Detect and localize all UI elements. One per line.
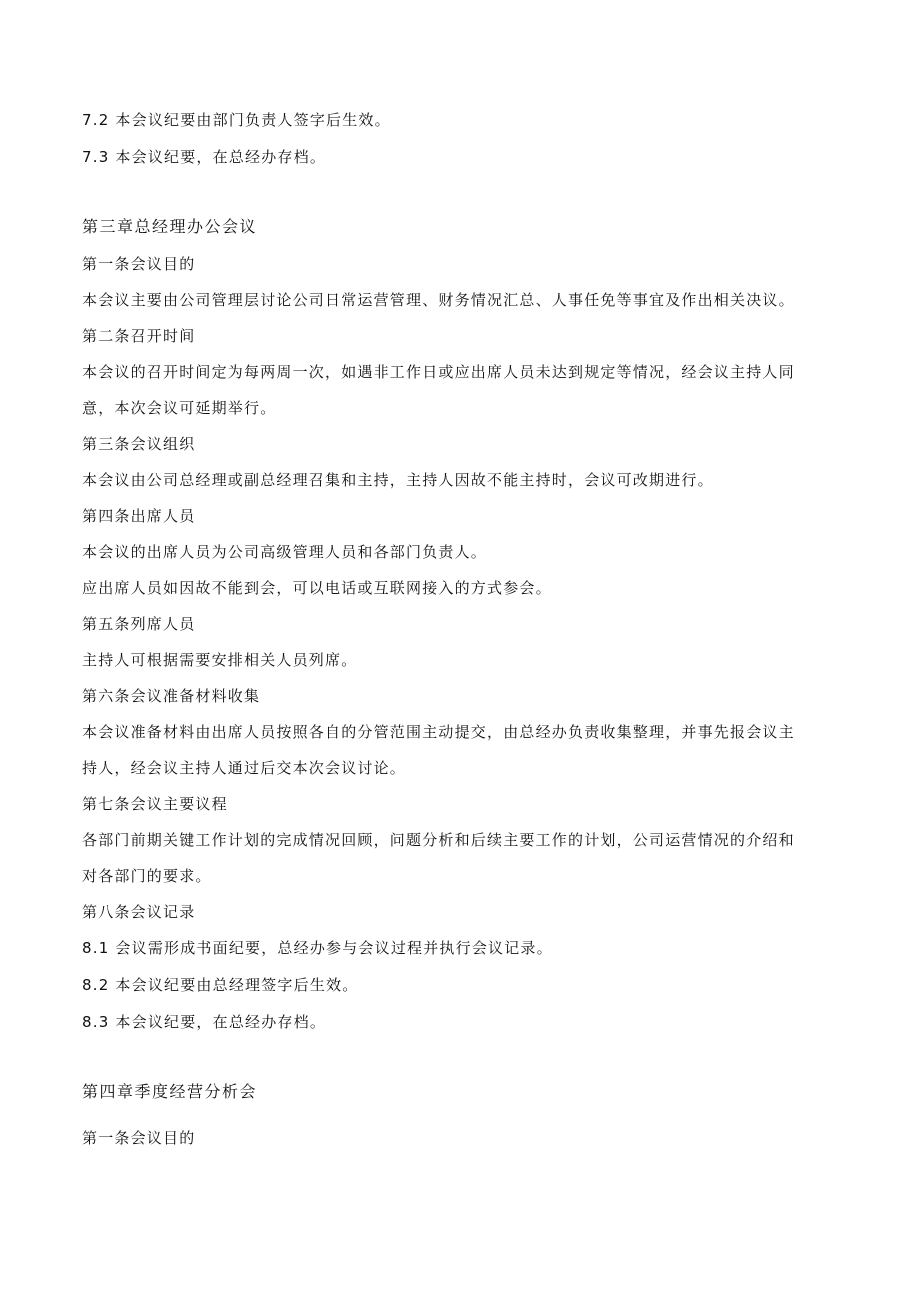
article-5-text: 主持人可根据需要安排相关人员列席。 — [82, 651, 358, 669]
article-2-heading: 第二条召开时间 — [82, 327, 196, 345]
chapter-4-article-1-heading: 第一条会议目的 — [82, 1129, 196, 1147]
article-5-heading: 第五条列席人员 — [82, 615, 196, 633]
article-8-heading: 第八条会议记录 — [82, 903, 196, 921]
chapter-3-heading: 第三章总经理办公会议 — [82, 217, 258, 236]
clause-7-2: 7.2 本会议纪要由部门负责人签字后生效。 — [82, 111, 391, 129]
article-4-heading: 第四条出席人员 — [82, 507, 196, 525]
article-2-text-line-2: 意，本次会议可延期举行。 — [82, 399, 277, 417]
article-4-text-line-1: 本会议的出席人员为公司高级管理人员和各部门负责人。 — [82, 543, 488, 561]
clause-8-3: 8.3 本会议纪要，在总经办存档。 — [82, 1013, 327, 1031]
article-1-text: 本会议主要由公司管理层讨论公司日常运营管理、财务情况汇总、人事任免等事宜及作出相关决议。 — [82, 291, 795, 309]
article-7-text-line-1: 各部门前期关键工作计划的完成情况回顾，问题分析和后续主要工作的计划，公司运营情况的介绍和 — [82, 831, 795, 849]
chapter-4-heading: 第四章季度经营分析会 — [82, 1082, 258, 1101]
article-7-text-line-2: 对各部门的要求。 — [82, 867, 212, 885]
article-6-heading: 第六条会议准备材料收集 — [82, 687, 261, 705]
article-6-text-line-1: 本会议准备材料由出席人员按照各自的分管范围主动提交，由总经办负责收集整理，并事先报会议主 — [82, 723, 795, 741]
article-2-text-line-1: 本会议的召开时间定为每两周一次，如遇非工作日或应出席人员未达到规定等情况，经会议主持人同 — [82, 363, 795, 381]
clause-8-2: 8.2 本会议纪要由总经理签字后生效。 — [82, 976, 359, 994]
article-1-heading: 第一条会议目的 — [82, 255, 196, 273]
clause-8-1: 8.1 会议需形成书面纪要，总经办参与会议过程并执行会议记录。 — [82, 939, 553, 957]
article-3-heading: 第三条会议组织 — [82, 435, 196, 453]
clause-7-3: 7.3 本会议纪要，在总经办存档。 — [82, 148, 327, 166]
article-7-heading: 第七条会议主要议程 — [82, 795, 228, 813]
article-6-text-line-2: 持人，经会议主持人通过后交本次会议讨论。 — [82, 759, 407, 777]
article-3-text: 本会议由公司总经理或副总经理召集和主持，主持人因故不能主持时，会议可改期进行。 — [82, 471, 714, 489]
article-4-text-line-2: 应出席人员如因故不能到会，可以电话或互联网接入的方式参会。 — [82, 579, 552, 597]
